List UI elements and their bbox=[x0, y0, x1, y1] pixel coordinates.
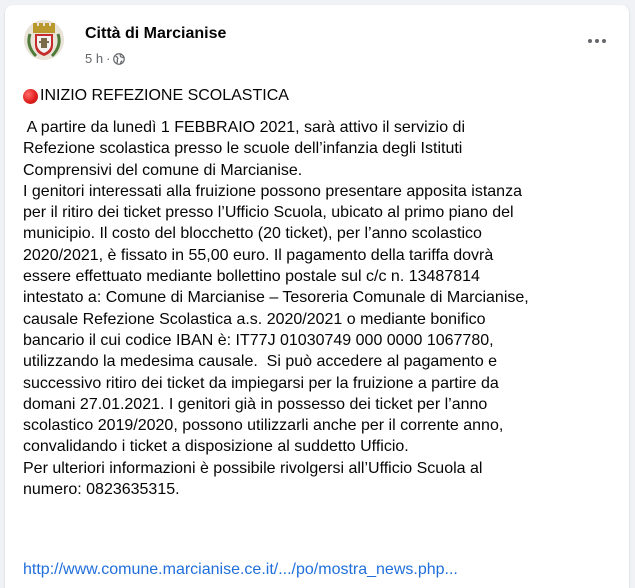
page-avatar[interactable] bbox=[24, 20, 64, 60]
city-crest-icon bbox=[24, 20, 64, 60]
body-line: scolastico 2019/2020, possono utilizzarli anche per il corrente anno, bbox=[23, 417, 504, 435]
post-meta bbox=[85, 51, 125, 66]
body-line: municipio. Il costo del blocchetto (20 ticket), per l’anno scolastico bbox=[23, 225, 482, 243]
body-line: Refezione scolastica presso le scuole dell’infanzia degli Istituti bbox=[23, 140, 463, 158]
body-line: causale Refezione Scolastica a.s. 2020/2021 o mediante bonifico bbox=[23, 310, 486, 328]
more-horizontal-icon bbox=[602, 39, 606, 43]
body-line: successivo ritiro dei ticket da impiegarsi per la fruizione a partire da bbox=[23, 374, 499, 392]
body-line: 2020/2021, è fissato in 55,00 euro. Il pagamento della tariffa dovrà bbox=[23, 246, 494, 264]
more-horizontal-icon bbox=[595, 39, 599, 43]
body-line: intestato a: Comune di Marcianise – Tesoreria Comunale di Marcianise, bbox=[23, 289, 529, 307]
more-options-button[interactable] bbox=[585, 33, 609, 49]
headline-text: INIZIO REFEZIONE SCOLASTICA bbox=[40, 87, 289, 104]
post-card bbox=[5, 5, 629, 588]
body-line: numero: 0823635315. bbox=[23, 481, 180, 499]
body-line: Comprensivi del comune di Marcianise. bbox=[23, 161, 303, 179]
news-link[interactable]: http://www.comune.marcianise.ce.it/.../po/mostra_news.php... bbox=[23, 561, 458, 578]
body-line: I genitori interessati alla fruizione possono presentare apposita istanza bbox=[23, 182, 522, 200]
body-line: per il ritiro dei ticket presso l’Ufficio Scuola, ubicato al primo piano del bbox=[23, 204, 514, 222]
body-line: bancario il cui codice IBAN è: IT77J 01030749 000 0000 1067780, bbox=[23, 331, 494, 349]
globe-icon[interactable] bbox=[113, 53, 125, 65]
body-line: Per ulteriori informazioni è possibile rivolgersi all’Ufficio Scuola al bbox=[23, 459, 483, 477]
body-line: domani 27.01.2021. I genitori già in possesso dei ticket per l’anno bbox=[23, 395, 488, 413]
body-line: utilizzando la medesima causale. Si può accedere al pagamento e bbox=[23, 353, 498, 371]
meta-separator: · bbox=[106, 51, 111, 66]
more-horizontal-icon bbox=[588, 39, 592, 43]
body-line: essere effettuato mediante bollettino postale sul c/c n. 13487814 bbox=[23, 268, 480, 286]
post-headline bbox=[23, 87, 289, 105]
page-name[interactable]: Città di Marcianise bbox=[85, 25, 227, 42]
post-time[interactable]: 5 h bbox=[85, 51, 104, 66]
body-line: A partire da lunedì 1 FEBBRAIO 2021, sarà attivo il servizio di bbox=[23, 119, 465, 136]
body-line: convalidando i ticket a disposizione al suddetto Ufficio. bbox=[23, 438, 409, 456]
post-body bbox=[23, 117, 623, 500]
red-circle-icon bbox=[23, 89, 38, 104]
